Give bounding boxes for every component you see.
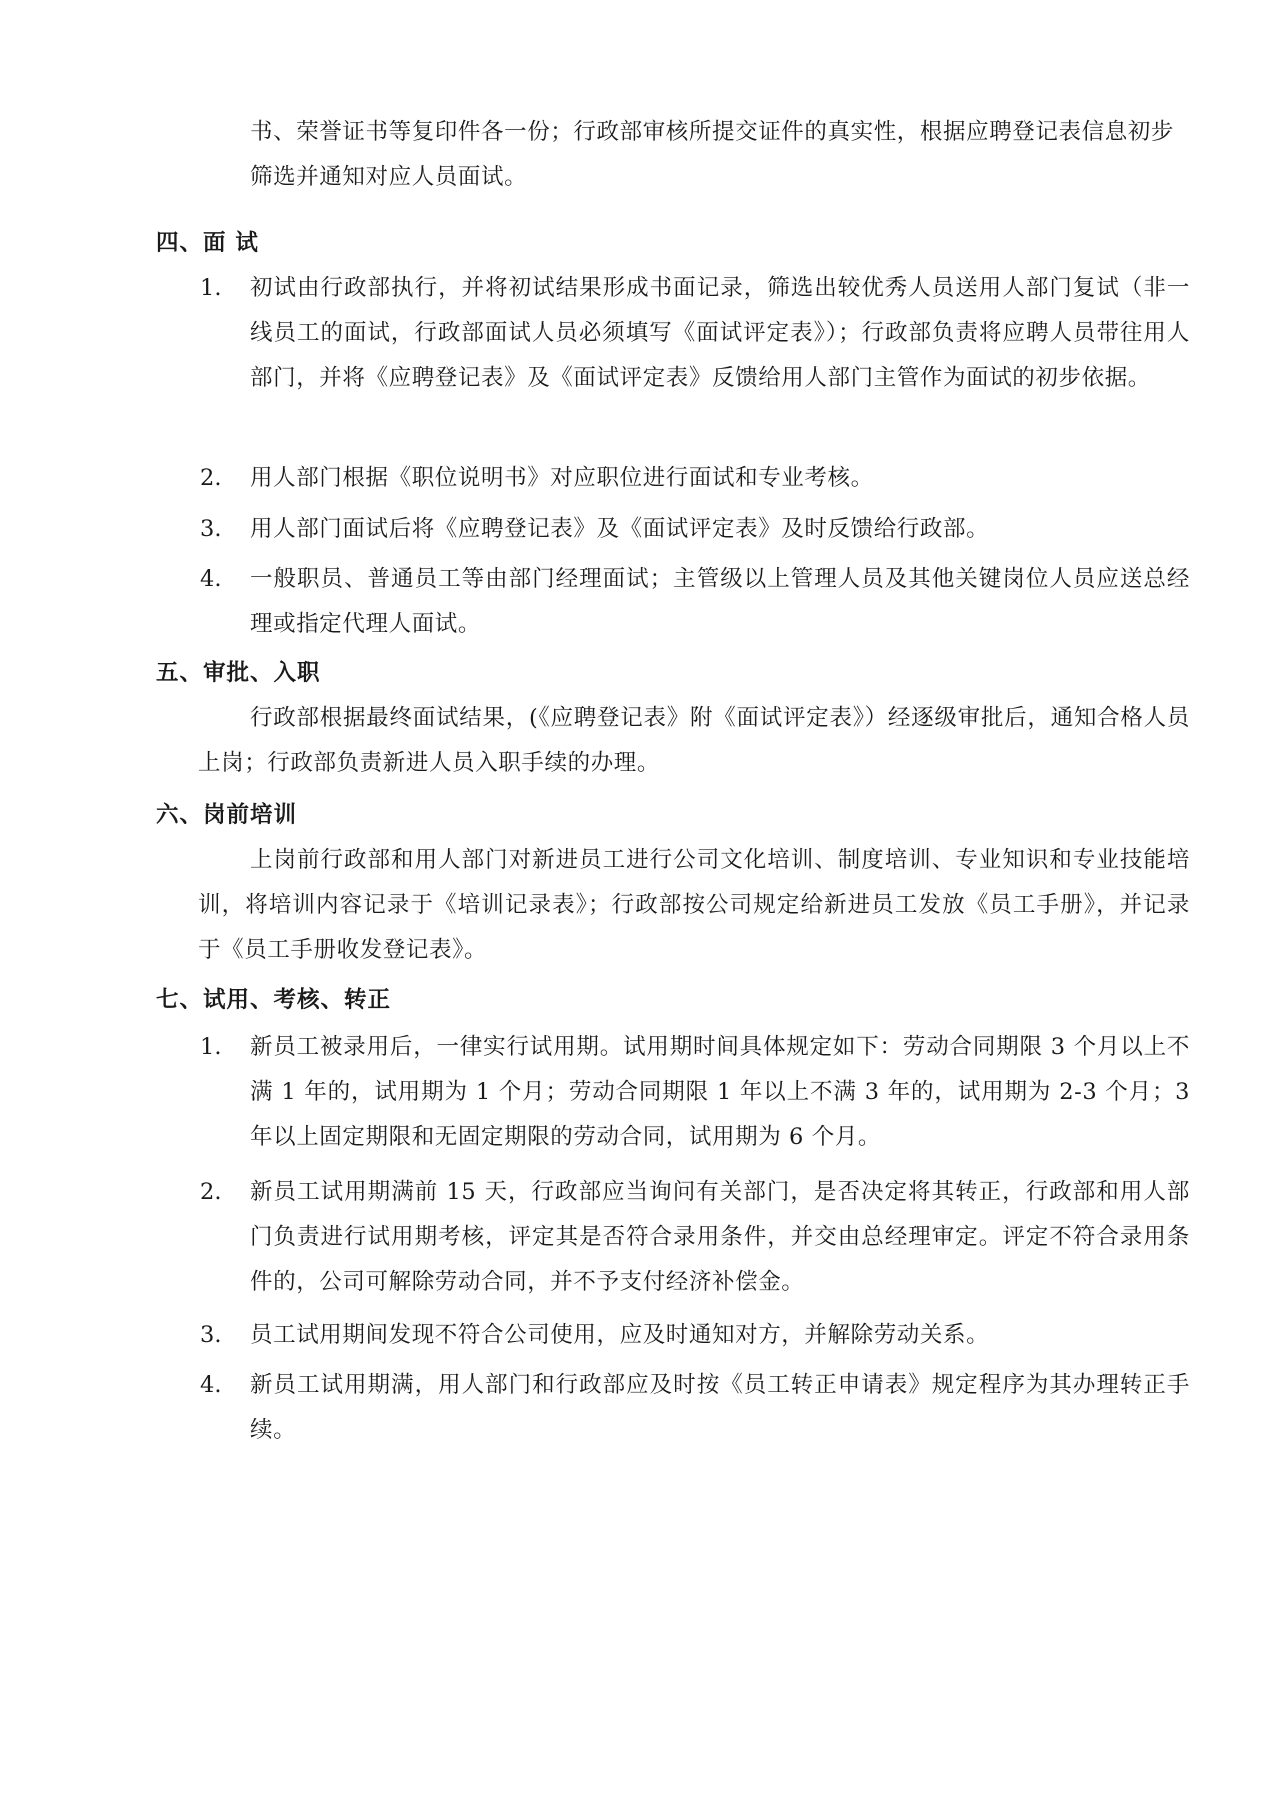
section-heading-approval: 五、审批、入职 <box>156 660 321 686</box>
list-item-text: 新员工被录用后，一律实行试用期。试用期时间具体规定如下：劳动合同期限 3 个月以上不满 1 年的，试用期为 1 个月；劳动合同期限 1 年以上不满 3 年的，试用期为 2-3 个月；3 年以上固定期限和无固定期限的劳动合同，试用期为 6 个月。 <box>250 1034 1190 1150</box>
list-item-number: 4. <box>200 566 222 592</box>
approval-paragraph: 行政部根据最终面试结果，(《应聘登记表》附《面试评定表》）经逐级审批后，通知合格人员上岗；行政部负责新进人员入职手续的办理。 <box>198 705 1190 776</box>
list-item-text: 用人部门面试后将《应聘登记表》及《面试评定表》及时反馈给行政部。 <box>250 516 990 542</box>
list-item-text: 用人部门根据《职位说明书》对应职位进行面试和专业考核。 <box>250 465 874 491</box>
continuation-paragraph: 书、荣誉证书等复印件各一份；行政部审核所提交证件的真实性，根据应聘登记表信息初步筛选并通知对应人员面试。 <box>250 119 1175 190</box>
list-item-number: 2. <box>200 465 222 491</box>
section-heading-interview: 四、面 试 <box>156 230 259 256</box>
list-item-text: 初试由行政部执行，并将初试结果形成书面记录，筛选出较优秀人员送用人部门复试（非一线员工的面试，行政部面试人员必须填写《面试评定表》）；行政部负责将应聘人员带往用人部门，并将《应聘登记表》及《面试评定表》反馈给用人部门主管作为面试的初步依据。 <box>250 275 1190 391</box>
section-heading-training: 六、岗前培训 <box>156 802 298 828</box>
list-item-text: 新员工试用期满，用人部门和行政部应及时按《员工转正申请表》规定程序为其办理转正手续。 <box>250 1372 1190 1443</box>
list-item-number: 3. <box>200 516 222 542</box>
list-item-number: 1. <box>200 275 222 301</box>
list-item-number: 4. <box>200 1372 222 1398</box>
list-item-number: 3. <box>200 1322 222 1348</box>
list-item-text: 一般职员、普通员工等由部门经理面试；主管级以上管理人员及其他关键岗位人员应送总经理或指定代理人面试。 <box>250 566 1190 637</box>
section-heading-probation: 七、试用、考核、转正 <box>156 987 392 1013</box>
list-item-number: 1. <box>200 1034 222 1060</box>
list-item-number: 2. <box>200 1179 222 1205</box>
list-item-text: 员工试用期间发现不符合公司使用，应及时通知对方，并解除劳动关系。 <box>250 1322 990 1348</box>
training-paragraph: 上岗前行政部和用人部门对新进员工进行公司文化培训、制度培训、专业知识和专业技能培训，将培训内容记录于《培训记录表》；行政部按公司规定给新进员工发放《员工手册》，并记录于《员工手册收发登记表》。 <box>198 847 1190 963</box>
list-item-text: 新员工试用期满前 15 天，行政部应当询问有关部门，是否决定将其转正，行政部和用人部门负责进行试用期考核，评定其是否符合录用条件，并交由总经理审定。评定不符合录用条件的，公司可解除劳动合同，并不予支付经济补偿金。 <box>250 1179 1190 1295</box>
